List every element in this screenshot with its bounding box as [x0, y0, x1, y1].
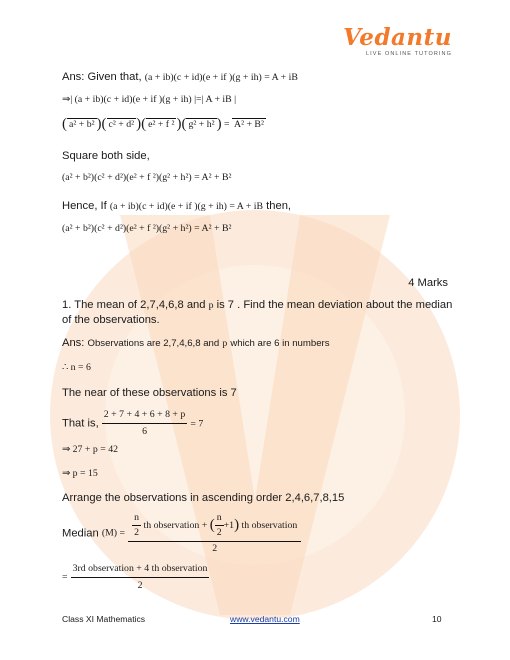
- third-fourth-numerator: 3rd observation + 4 th observation: [71, 562, 210, 578]
- n-equals-line: ∴ n = 6: [62, 362, 91, 373]
- mean-numerator: 2 + 7 + 4 + 6 + 8 + p: [102, 408, 188, 424]
- footer-class-label: Class XI Mathematics: [62, 614, 146, 624]
- third-fourth-fraction-line: [62, 562, 209, 593]
- answer-given-line: [62, 70, 298, 85]
- answer-observations-line: [62, 336, 330, 351]
- modulus-expression: ⇒| (a + ib)(c + id)(e + if )(g + ih) |=| A + iB |: [62, 94, 237, 105]
- equation-27: ⇒ 27 + p = 42: [62, 444, 118, 455]
- modulus-step: [62, 92, 236, 107]
- vedantu-logo: [343, 26, 452, 57]
- median-plus-one: +1: [223, 519, 235, 531]
- mean-rhs: = 7: [190, 418, 204, 430]
- observations-variable-p: p: [222, 338, 228, 349]
- question-1-line-1: [62, 298, 452, 313]
- equation-p: ⇒ p = 15: [62, 468, 98, 479]
- question-text-c: is 7 . Find the mean deviation about the median: [216, 299, 453, 311]
- footer-website-link[interactable]: www.vedantu.com: [230, 614, 300, 624]
- median-n2-den: 2: [216, 527, 222, 538]
- sqrt-term-1: a² + b²: [69, 119, 95, 130]
- brand-tagline: LIVE ONLINE TUTORING: [366, 51, 452, 57]
- median-m: (M) =: [101, 527, 126, 539]
- brand-name: Vedantu: [343, 24, 452, 51]
- answer-2-prefix: Ans:: [62, 337, 85, 349]
- observations-text-a: Observations are 2,7,4,6,8 and: [87, 338, 220, 349]
- median-th-observation-1: th observation +: [143, 519, 208, 531]
- footer-page-number: 10: [432, 614, 442, 624]
- arrange-text: Arrange the observations in ascending order 2,4,6,7,8,15: [62, 492, 345, 504]
- question-text-and: and: [186, 299, 206, 311]
- answer-prefix: Ans: Given that,: [62, 71, 142, 83]
- median-n2-num: n: [215, 512, 224, 526]
- that-is-prefix: That is,: [62, 417, 99, 430]
- given-expression: (a + ib)(c + id)(e + if )(g + ih) = A + iB: [144, 72, 298, 83]
- median-formula: [62, 512, 301, 555]
- median-n-num: n: [132, 512, 141, 526]
- sqrt-step: ( a² + b² )( c² + d² )( e² + f ² )( g² + h² ) = A² + B²: [62, 116, 264, 132]
- mean-fraction: [102, 408, 188, 439]
- median-n-den: 2: [134, 527, 140, 538]
- third-equals: =: [62, 571, 68, 583]
- question-1-line-2: of the observations.: [62, 314, 160, 326]
- sqrt-rhs: A² + B²: [234, 119, 264, 130]
- mean-denominator: 6: [142, 426, 147, 437]
- median-th-observation-2: th observation: [241, 519, 298, 531]
- square-both-side-text: Square both side,: [62, 150, 150, 162]
- hence-prefix: Hence, If: [62, 200, 107, 212]
- question-text-a: 1. The mean of 2,7,4,6,8: [62, 299, 184, 311]
- squared-equation-1: (a² + b²)(c² + d²)(e² + f ²)(g² + h²) = A² + B²: [62, 172, 232, 183]
- sqrt-term-2: c² + d²: [108, 119, 135, 130]
- third-fourth-fraction: [71, 562, 210, 593]
- sqrt-term-4: g² + h²: [188, 119, 215, 130]
- marks-label: 4 Marks: [408, 277, 448, 289]
- sqrt-term-3: e² + f ²: [148, 119, 175, 130]
- mean-equation: [62, 408, 203, 439]
- third-fourth-denominator: 2: [137, 580, 143, 591]
- median-denominator: 2: [212, 543, 218, 554]
- squared-equation-2: (a² + b²)(c² + d²)(e² + f ²)(g² + h²) = A² + B²: [62, 223, 232, 234]
- near-text: The near of these observations is 7: [62, 387, 237, 399]
- observations-text-b: which are 6 in numbers: [230, 338, 330, 349]
- hence-line: [62, 199, 291, 214]
- hence-suffix: then,: [266, 200, 292, 212]
- hence-expression: (a + ib)(c + id)(e + if )(g + ih) = A + iB: [109, 201, 264, 212]
- median-fraction: $\frac{n}{2}$ th observation + ( $\frac{n}{2}$ +1) th observation 2: [128, 512, 301, 555]
- question-variable-p: p: [208, 300, 214, 311]
- median-label: Median: [62, 527, 99, 540]
